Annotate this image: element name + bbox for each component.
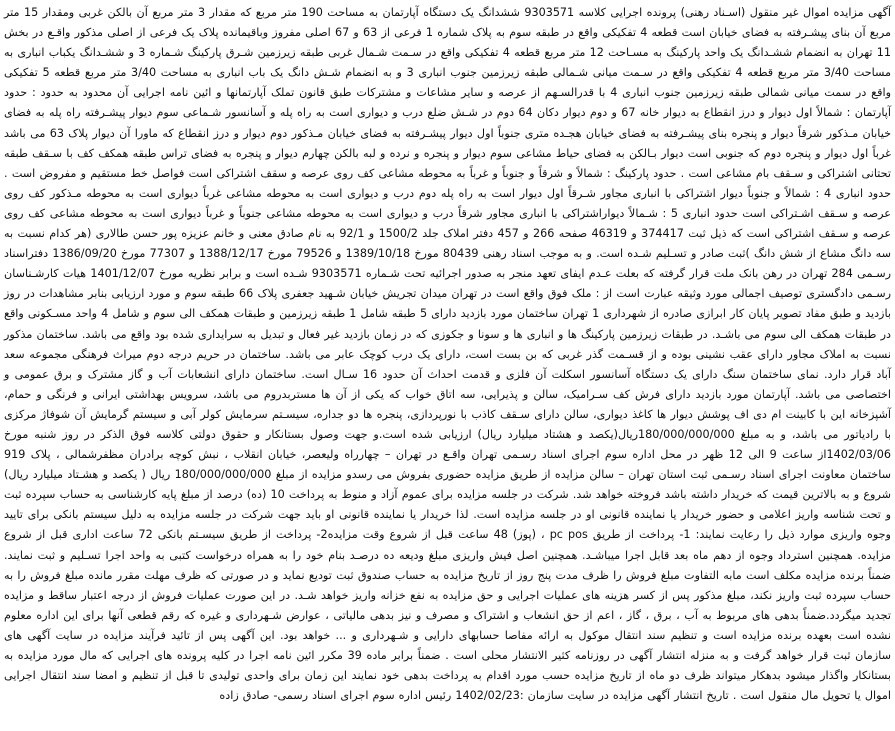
notice-body-text: آگهی مزایده اموال غیر منقول (اسـناد رهنی) پرونده اجرایی کلاسه 9303571 ششدانگ یک دستگاه آپارتمان به مساحت 190 متر مربع که مقدار 3 متر مربع آن بالکن غربی ومقدار 15 متر مربع آن بنای پیشـرفته به فضای خیابان است قطعه 4 تفکیکی واقع در طبقه سوم به پلاک شماره 1 فرعی از 63 و 67 اصلی مفروز وباقیمانده پلاک یک فرعی از اصلی مذکور واقـع در بخش 11 تهران به انضمام ششـدانگ یک واحد پارکینگ به مسـاحت 12 متر مربع قطعه 4 تفکیکی واقع در سـمت شـمال غربی طبقه زیرزمین شـرق پارکینگ شـماره 3 و ششـدانگ یکباب انباری به مساحت 3/40 متر مربع قطعه 4 تفکیکی واقع در سـمت میانی شـمالی طبقه زیرزمین جنوب انباری 3 و به انضمام شـش دانگ یک باب انباری به مساحت 3/40 متر مربع قطعه 5 تفکیکی واقع در سمت میانی شمالی طبقه زیرزمین جنوب انباری 4 با قدرالسـهم از عرصه و سایر مشاعات و مشترکات طبق قانون تملک آپارتمانها و ائین نامه اجرایی آن محدود به حدود : حدود آپارتمان : شمالاً اول دیوار و درز انقطاع به دیوار خانه 67 و دوم دیوار دکان 64 دوم در شـش ضلع درب و دیواری است به راه پله و آسانسور شـماعی سوم دیوار پیشـرفته راه پله به فضای خیابان مـذکور شرقاً دیوار و پنجره بنای پیشـرفته به فضای خیابان هجـده متری جنوباً اول دیوار پیشـرفته به فضای خیابان مـذکور دوم دیوار و درز انقطاع که ماورا آن دیوار پلاک 63 می باشد غرباً اول دیوار و پنجره دوم که جنوبی است دیوار بـالکن به فضای حیاط مشاعی سوم دیوار و پنجره و نرده و لبه بالکن چهارم دیوار و پنجره به فضای تراس طبقه همکف کف با سـقف طبقه تحتانی اشتراکی و سـقف بام مشاعی است . حدود پارکینگ : شمالاً و شرقاً و جنوباً و غرباً به محوطه مشاعی کف روی عرصه و سقف اشتراکی است فواصل خط مستقیم و مفروض است . حدود انباری 4 : شمالاً و جنوباً دیوار اشتراکی با انباری مجاور شـرقاً اول دیوار است به راه پله دوم درب و دیواری است به محوطه مشاعی غرباً دیواری است به محوطه مـذکور کف روی عرصه و سـقف اشـتراکی است حدود انباری 5 : شـمالاً دیواراشتراکی با انباری مجاور شرقاً درب و دیواری است به محوطه مشاعی جنوباً و غرباً دیواری است به محوطه مشاعی کف روی عرصه و سـقف اشتراکی است که ذیل ثبت 374417 و 46319 صفحه 266 و 457 دفتر املاک جلد 1500/2 و 92/1 به نام صادق معنی و خانم عزیزه پور حسن طالاری (هر کدام نسبت به سه دانگ مشاع از شش دانگ )ثبت صادر و تسـلیم شـده است. و به موجب اسناد رهنی 80439 مورخ 1389/10/18 و 79526 مورخ 1388/12/17 و 77307 مورخ 1386/09/20 دفتراسناد رسـمی 284 تهران در رهن بانک ملت قرار گرفته که بعلت عـدم ایفای تعهد منجر به صدور اجرائیه تحت شـماره 9303571 شـده است و برابر نظریه مورخ 1401/12/07 هیات کارشـناسان رسـمی دادگستری توصیف اجمالی مورد وثیقه عبارت است از : ملک فوق واقع است در تهران میدان تجریش خیابان شـهید جعفری پلاک 66 طبقه سوم و مورد ارزیابی بنابر مشاهدات در روز بازدید و طبق مفاد تصویر پایان کار ابرازی صادره از شهرداری 1 تهران ساختمان مورد بازدید دارای 5 طبقه شامل 1 طبقه زیرزمین و طبقات همکف الی سوم و شامل 4 واحد مسـکونی واقع در طبقات همکف الی سوم می باشـد. در طبقات زیرزمین پارکینگ ها و انباری ها و سونا و جکوزی که در زمان بازدید غیر فعال و تبدیل به سرایداری شده بود واقع می باشد. ساختمان مذکور نسبت به املاک مجاور دارای عقب نشینی بوده و از قسـمت گذر غربی که بن بست است، دارای یک درب کوچک عابر می باشد. ساختمان در حریم درجه دوم میراث فرهنگی مجموعه سعد آباد قرار دارد. نمای ساختمان سنگ دارای یک دستگاه آسانسور اسکلت آن فلزی و قدمت احداث آن حدود 16 سـال است. ساختمان دارای انشعابات آب و گاز مشترک و برق عمومی و اختصاصی می باشد. آپارتمان مورد بازدید دارای فرش کف سـرامیک، سالن و پذیرایی، سه اتاق خواب که یکی از آن ها مستربدروم می باشد، سرویس بهداشتی ایرانی و فرنگی و حمام، آشپزخانه این با کابینت ام دی اف پوشش دیوار ها کاغذ دیواری، سالن دارای سـقف کاذب با نورپردازی، پنجره ها دو جداره، سیسـتم سرمایش کولر آبی و سیستم گرمایش آن شوفاژ مرکزی با رادیاتور می باشد، و به مبلغ 180/000/000/000ریال(یکصد و هشتاد میلیارد ریال) ارزیابی شده است.و جهت وصول بستانکار و حقوق دولتی کلاسه فوق الذکر در روز شنبه مورخ 1402/03/06از ساعت 9 الی 12 ظهر در محل اداره سوم اجرای اسناد رسـمی تهران واقـع در تهران – چهارراه ولیعصر، خیابان انقلاب ، نبش کوچه برادران مظفرشمالی ، پلاک 919 ساختمان معاونت اجرای اسناد رسـمی ثبت استان تهران – سالن مزایده از طریق مزایده حضوری بفروش می رسدو مزایده از مبلغ 180/000/000/000 ریال ( یکصد و هشـتاد میلیارد ریال) شروع و به بالاترین قیمت که خریدار داشته باشد فروخته خواهد شد. شرکت در جلسه مزایده برای عموم آزاد و منوط به پرداخت 10 (ده) درصد از مبلغ پایه کارشناسی به حساب سپرده ثبت و تحت شناسه واریز اعلامی و حضور خریدار یا نماینده قانونی او در جلسه مزایده است. لذا خریدار یا نماینده قانونی او باید جهت شرکت در جلسه مزایده به دلیل سیستم بانکی برای تایید وجوه واریزی موارد ذیل را رعایت نمایند: 1- پرداخت از طریق pc pos ، (پوز) 48 ساعت قبل از شروع وقت مزایده2- پرداخت از طریق سیسـتم بانکی 72 ساعت اداری قبل از شروع مزایده. همچنین استرداد وجوه از دهم ماه بعد قابل اجرا میباشـد. همچنین اصل فیش واریزی مبلغ ودیعه ده درصـد بنام خود را به همراه درخواست کتبی به واحد اجرا تسـلیم و ثبت نمایند. ضمناً برنده مزایده مکلف است مابه التفاوت مبلغ فروش را ظرف مدت پنج روز از تاریخ مزایده به حساب صندوق ثبت تودیع نماید و در صورتی که ظرف مهلت مقرر مانده مبلغ فروش را به حساب سپرده ثبت واریز نکند، مبلغ مذکور پس از کسر هزینه های عملیات اجرایی و حق مزایده به نفع خزانه واریز خواهد شـد. در این صورت عملیات فروش از درجه اعتبار ساقط و مزایده تجدید میگردد.ضمناً بدهی های مربوط به آب ، برق ، گاز ، اعم از حق انشعاب و اشتراک و مصرف و نیز بدهی مالیاتی ، عوارض شـهرداری و غیره که رقم قطعی آنها برای این اداره معلوم نشده است بعهده برنده مزایده است و تنظیم سند انتقال موکول به ارائه مفاصا حسابهای دارایی و شـهرداری و ... خواهد بود. این آگهی پس از تائید فرآیند مزایده در سایت آگهی های سازمان ثبت قرار خواهد گرفت و به منزله انتشار آگهی در روزنامه کثیر الانتشار محلی است . ضمناً برابر ماده 39 مکرر ائین نامه اجرا در کلیه پرونده های اجرایی که مال مورد مزایده به بستانکار واگذار میشود بدهکار میتواند ظرف دو ماه از تاریخ مزایده حسب مورد اقدام به پرداخت بدهی خود نمایند این زمان برای واحدی تولیدی تا قبل از تنظیم و امضا سند انتقال اجرایی اموال یا تحویل مال منقول است . تاریخ انتشار آگهی مزایده در سایت سازمان :1402/02/23 رئیس اداره سوم اجرای اسناد رسمی- صادق زاده (4, 6, 892, 703)
